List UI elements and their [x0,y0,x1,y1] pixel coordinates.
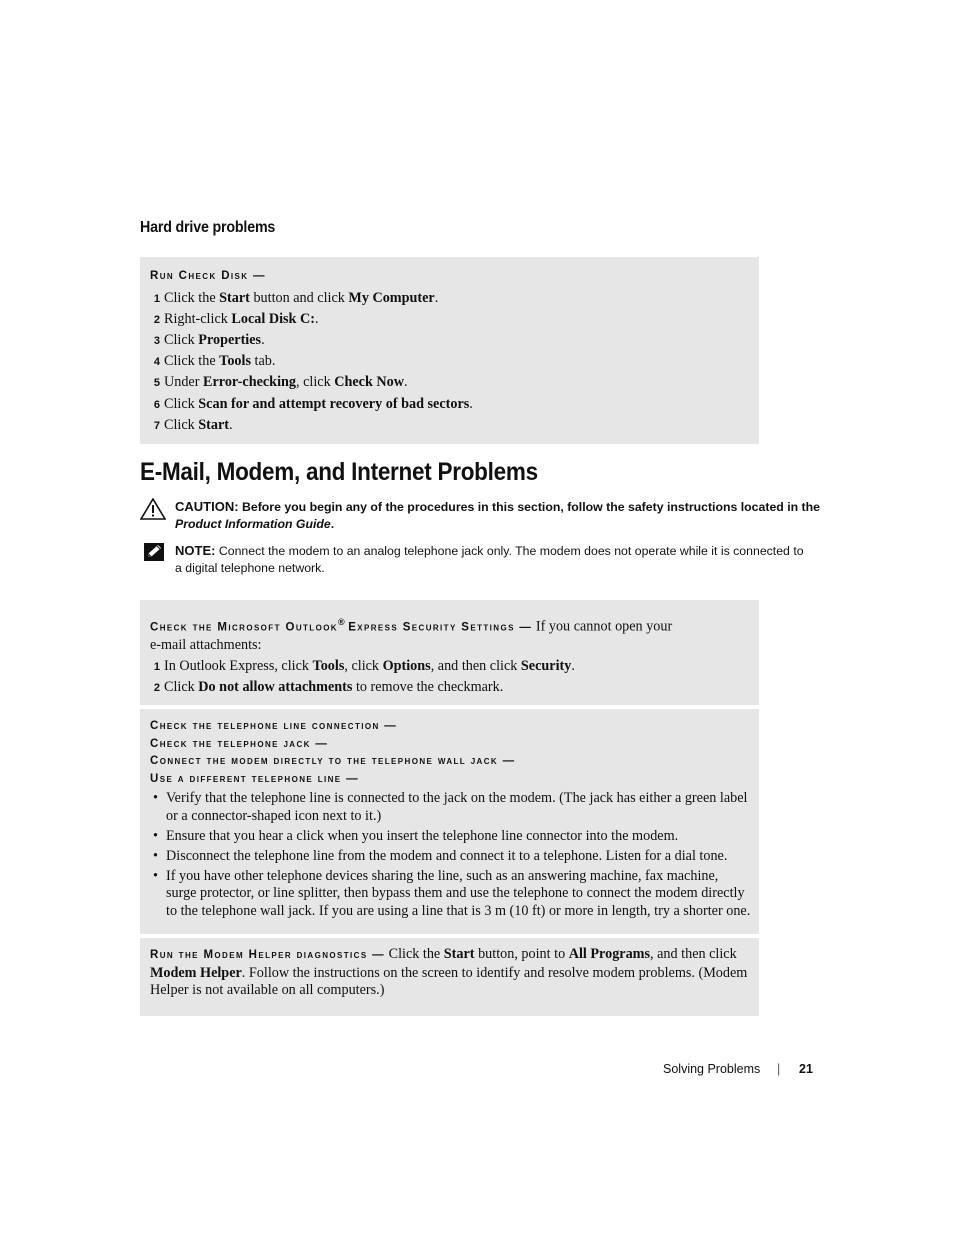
note-text-line2: a digital telephone network. [175,561,325,575]
section-heading-hard-drive: Hard drive problems [140,219,276,236]
list-item [140,790,752,825]
telephone-box-title: Check the telephone jack — [150,737,329,750]
check-disk-title: Run Check Disk — [150,270,266,282]
step-number: 1 [153,660,160,673]
caution-period: . [330,517,335,531]
check-disk-steps [150,288,473,436]
step-number: 4 [153,356,160,369]
telephone-box-titles [150,718,750,788]
telephone-bullets [140,790,752,923]
step-text: Click Scan for and attempt recovery of bad sectors. [164,395,473,412]
outlook-steps [150,656,750,698]
modem-helper-title: Run the Modem Helper diagnostics — [150,949,386,961]
outlook-intro: If you cannot open your [535,618,673,635]
page-title: E-Mail, Modem, and Internet Problems [140,458,538,486]
list-item [140,868,752,921]
step-number: 2 [153,313,160,326]
check-disk-step [150,330,473,351]
step-number: 3 [153,334,160,347]
footer-separator: | [777,1062,781,1076]
caution-guide-name: Product Information Guide [175,517,331,531]
outlook-box-title: Check the Microsoft Outlook [150,621,338,634]
step-number: 7 [153,419,160,432]
outlook-box-title-rest: Express Security Settings — [348,621,533,634]
check-disk-step [150,288,473,309]
caution-text: Before you begin any of the procedures in this section, follow the safety instructions located in the [241,500,821,514]
step-text: Right-click Local Disk C:. [164,310,319,327]
bullet-text: Ensure that you hear a click when you insert the telephone line connector into the modem. [166,827,679,844]
step-text: Click the Tools tab. [164,353,276,370]
list-item [140,848,752,866]
modem-helper-text: Click the Start button, point to All Programs, and then click Modem Helper. Follow the instructions on the screen to identify and resolve modem problems. (Modem Helper is not available on all computers.) [150,946,748,998]
step-text: In Outlook Express, click Tools, click Options, and then click Security. [164,657,575,674]
registered-mark: ® [338,617,345,627]
outlook-intro-line2: e-mail attachments: [150,637,262,654]
check-disk-step [150,372,473,393]
bullet-marker: • [153,827,158,844]
note-label: NOTE: [175,543,216,558]
caution-label: CAUTION: [175,499,239,514]
outlook-step [150,656,750,677]
bullet-marker: • [153,790,158,806]
bullet-text: If you have other telephone devices sharing the line, such as an answering machine, fax machine, surge protector, or line splitter, then bypass them and use the telephone to connect the modem directly to the telephone wall jack. If you are using a line that is 3 m (10 ft) or more in length, try a shorter one. [166,867,751,919]
telephone-box-title: Check the telephone line connection — [150,720,398,732]
bullet-marker: • [153,867,158,884]
check-disk-step [150,394,473,415]
check-disk-step [150,309,473,330]
outlook-security-box [140,600,759,705]
step-number: 5 [153,377,160,390]
telephone-box-title: Use a different telephone line — [150,772,360,785]
step-text: Click the Start button and click My Computer. [164,289,439,306]
outlook-step [150,677,750,698]
check-disk-box [140,257,759,444]
step-text: Click Start. [164,416,233,433]
list-item [140,828,752,846]
step-number: 6 [153,398,160,411]
step-text: Click Properties. [164,331,265,348]
modem-helper-box [140,938,759,1016]
page-number: 21 [799,1062,813,1076]
bullet-text: Verify that the telephone line is connected to the jack on the modem. (The jack has either a green label or a connector-shaped icon next to it.) [166,790,748,824]
bullet-marker: • [153,847,158,864]
telephone-box-title: Connect the modem directly to the telephone wall jack — [150,755,516,767]
bullet-text: Disconnect the telephone line from the modem and connect it to a telephone. Listen for a dial tone. [166,847,728,864]
check-disk-step [150,351,473,372]
step-number: 1 [153,292,160,305]
telephone-line-box [140,709,759,934]
note-text: Connect the modem to an analog telephone jack only. The modem does not operate while it is connected to [218,544,804,558]
step-number: 2 [153,681,160,694]
note-pencil-icon [143,542,165,567]
caution-triangle-icon [140,498,166,525]
footer-section-name: Solving Problems [663,1062,761,1076]
check-disk-step [150,415,473,436]
step-text: Click Do not allow attachments to remove the checkmark. [164,678,504,695]
step-text: Under Error-checking, click Check Now. [164,374,408,391]
